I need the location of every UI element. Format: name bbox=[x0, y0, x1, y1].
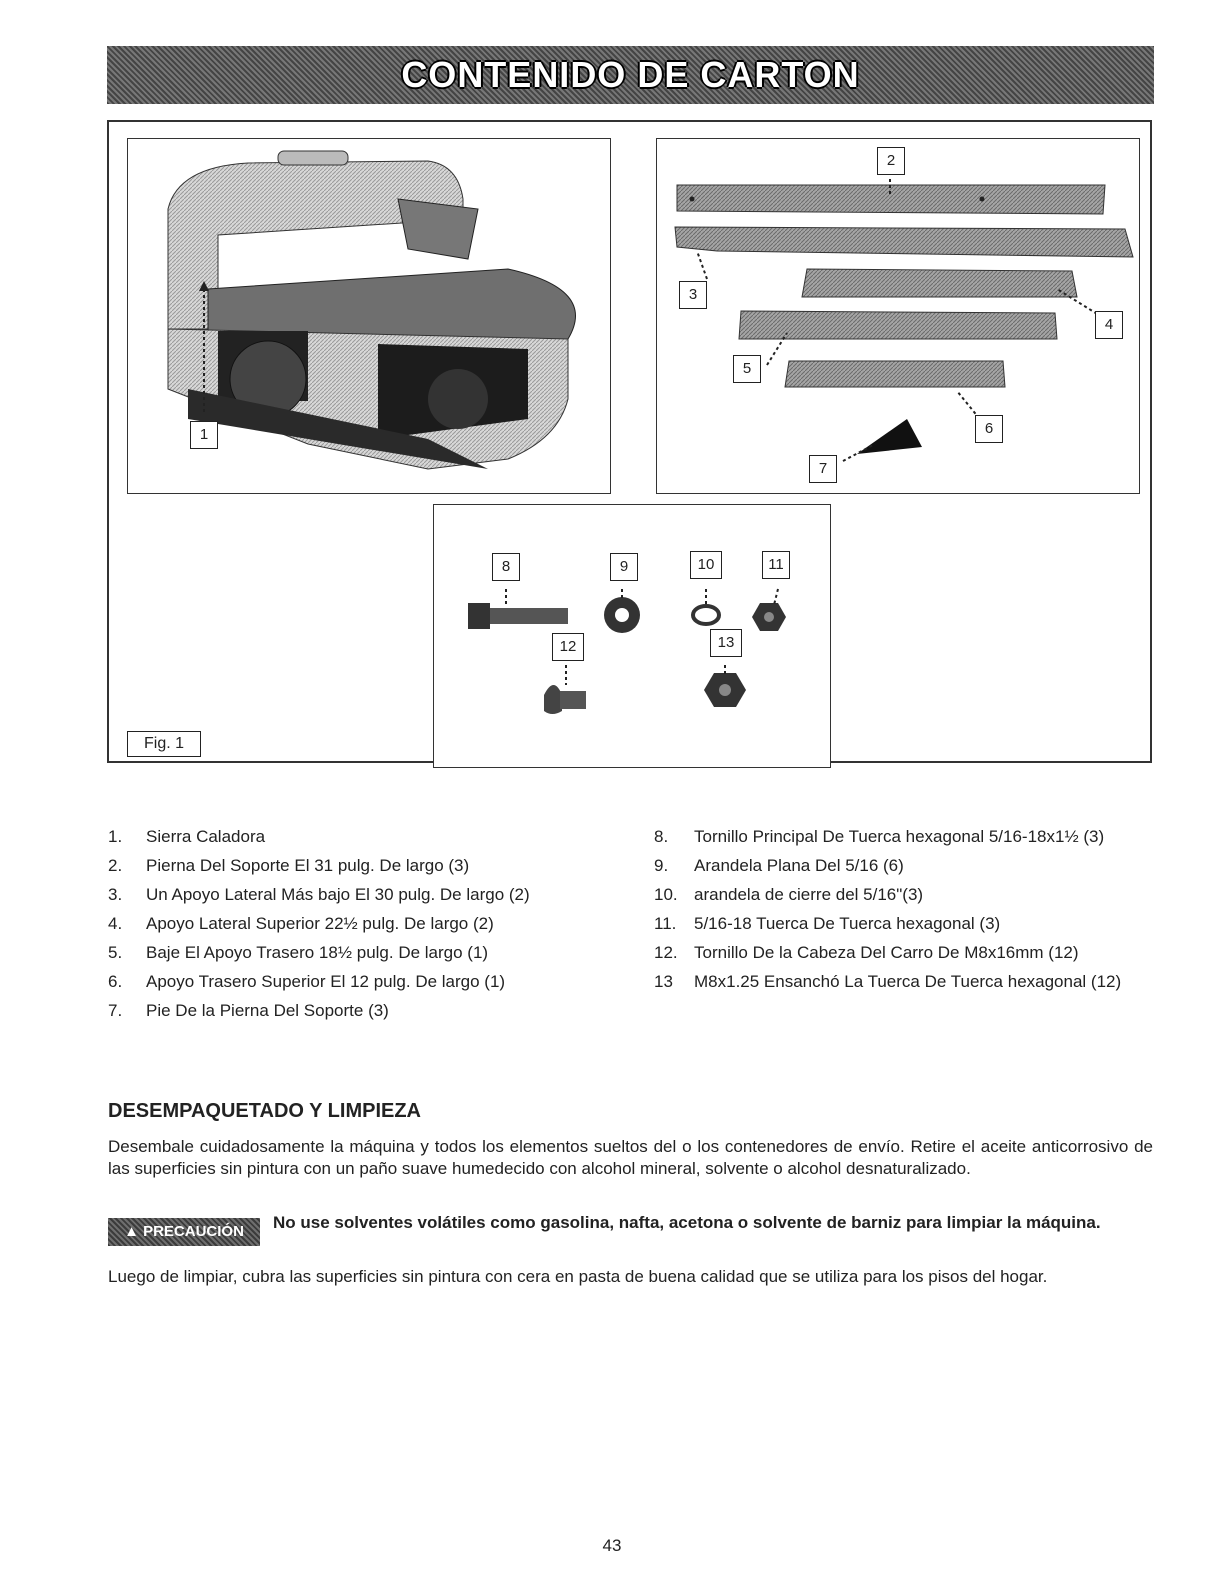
list-item: 1. Sierra Caladora bbox=[108, 827, 266, 846]
parts-list-left bbox=[108, 822, 530, 1025]
callout-7: 7 bbox=[809, 455, 837, 483]
unpacking-paragraph: Desembale cuidadosamente la máquina y todos los elementos sueltos del o los contenedores de envío. Retire el aceite anticorrosivo de las superficies sin pintura con un paño suave humedecido con alcohol mineral, solvente o alcohol desnaturalizado. bbox=[108, 1137, 1153, 1178]
list-item: 2. Pierna Del Soporte El 31 pulg. De largo (3) bbox=[108, 856, 470, 875]
callout-11: 11 bbox=[762, 551, 790, 579]
list-item: 8. Tornillo Principal De Tuerca hexagonal 5/16-18x1½ (3) bbox=[654, 827, 1105, 846]
callout-6: 6 bbox=[975, 415, 1003, 443]
callout-12: 12 bbox=[552, 633, 584, 661]
page-number: 43 bbox=[602, 1536, 622, 1555]
callout-1: 1 bbox=[190, 421, 218, 449]
figure-label: Fig. 1 bbox=[127, 731, 201, 757]
callout-3: 3 bbox=[679, 281, 707, 309]
figure-1 bbox=[107, 120, 1152, 763]
callout-9: 9 bbox=[610, 553, 638, 581]
callout-5: 5 bbox=[733, 355, 761, 383]
stand-parts-panel bbox=[656, 138, 1140, 494]
list-item: 10. arandela de cierre del 5/16"(3) bbox=[654, 885, 924, 904]
cleaning-paragraph: Luego de limpiar, cubra las superficies sin pintura con cera en pasta de buena calidad que se utiliza para los pisos del hogar. bbox=[108, 1267, 1048, 1286]
caution-text: No use solventes volátiles como gasolina, nafta, acetona o solvente de barniz para limpiar la máquina. bbox=[273, 1213, 1101, 1232]
list-item: 11. 5/16-18 Tuerca De Tuerca hexagonal (3) bbox=[654, 914, 1001, 933]
callout-8: 8 bbox=[492, 553, 520, 581]
list-item: 5. Baje El Apoyo Trasero 18½ pulg. De largo (1) bbox=[108, 943, 489, 962]
list-item: 13 M8x1.25 Ensanchó La Tuerca De Tuerca hexagonal (12) bbox=[654, 972, 1122, 991]
callout-4: 4 bbox=[1095, 311, 1123, 339]
callout-13: 13 bbox=[710, 629, 742, 657]
page-title-banner bbox=[107, 46, 1154, 104]
callout-2: 2 bbox=[877, 147, 905, 175]
list-item: 9. Arandela Plana Del 5/16 (6) bbox=[654, 856, 904, 875]
hardware-illustration bbox=[434, 505, 831, 768]
parts-list-right bbox=[654, 822, 1121, 996]
stand-parts-illustration bbox=[657, 139, 1140, 494]
section-heading: DESEMPAQUETADO Y LIMPIEZA bbox=[108, 1100, 421, 1122]
list-item: 6. Apoyo Trasero Superior El 12 pulg. De largo (1) bbox=[108, 972, 506, 991]
caution-badge: ▲ PRECAUCIÓN bbox=[108, 1218, 260, 1246]
list-item: 7. Pie De la Pierna Del Soporte (3) bbox=[108, 1001, 389, 1020]
scroll-saw-panel bbox=[127, 138, 611, 494]
page-title: CONTENIDO DE CARTON bbox=[401, 54, 860, 95]
list-item: 3. Un Apoyo Lateral Más bajo El 30 pulg. De largo (2) bbox=[108, 885, 530, 904]
callout-10: 10 bbox=[690, 551, 722, 579]
list-item: 12. Tornillo De la Cabeza Del Carro De M8x16mm (12) bbox=[654, 943, 1079, 962]
list-item: 4. Apoyo Lateral Superior 22½ pulg. De largo (2) bbox=[108, 914, 494, 933]
hardware-panel bbox=[433, 504, 831, 768]
